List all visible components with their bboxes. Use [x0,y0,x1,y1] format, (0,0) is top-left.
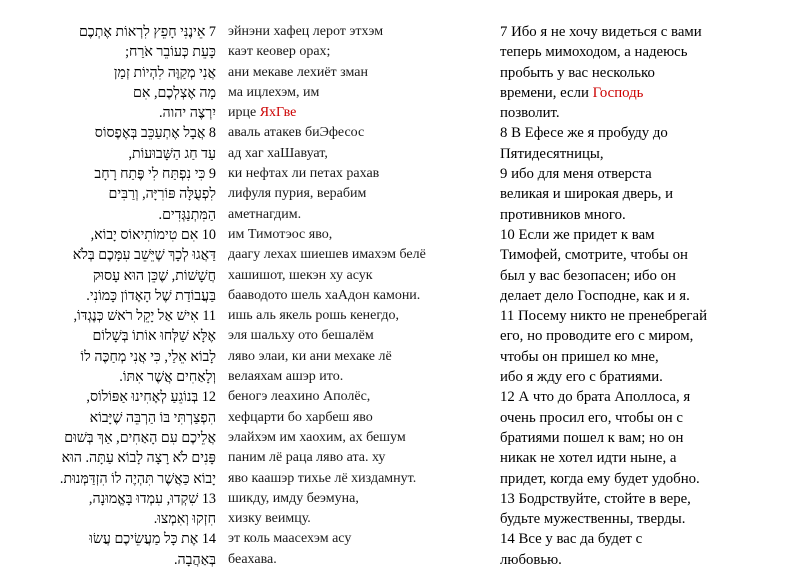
translit-line [228,266,488,286]
hebrew-line-text: 10 אִם טִימוֹתִיאוֹס יָבוֹא, [90,226,216,243]
hebrew-line [40,184,216,204]
translit-line-text: шикду, имду беэмуна, [228,490,359,506]
hebrew-line [40,245,216,265]
russian-line [500,103,790,123]
russian-line [500,184,790,204]
russian-line [500,529,790,549]
translit-line-text: ма ицлехэм, им [228,84,320,100]
translit-line-text: ад хаг хаШавуат, [228,145,328,161]
translit-line [228,347,488,367]
russian-line-text: придет, когда ему будет удобно. [500,470,700,487]
translit-line [228,205,488,225]
translit-line-text: паним лё раца ляво ата. ху [228,450,386,466]
russian-line-text: чтобы он пришел ко мне, [500,348,659,365]
translit-line [228,225,488,245]
russian-line [500,489,790,509]
translit-line [228,245,488,265]
russian-line-text: его, но проводите его с миром, [500,328,694,345]
russian-line [500,42,790,62]
hebrew-line [40,266,216,286]
hebrew-line [40,408,216,428]
translit-line [228,529,488,549]
hebrew-line-text: אֲלֵיכֶם עִם הָאַחִים, אַךְ בְּשׁוּם [64,429,216,446]
translit-line [228,63,488,83]
russian-column [500,22,790,570]
russian-line-text: великая и широкая дверь, и [500,186,674,203]
translit-line-text: аваль атакев биЭфесос [228,125,365,141]
russian-line-text: 13 Бодрствуйте, стойте в вере, [500,490,691,507]
russian-line-text: 11 Посему никто не пренебрегай [500,308,707,325]
russian-line-text: 7 Ибо я не хочу видеться с вами [500,24,702,40]
hebrew-line [40,347,216,367]
russian-line [500,225,790,245]
translit-line [228,144,488,164]
translit-line-text: ки нефтах ли петах рахав [228,166,380,182]
hebrew-line [40,550,216,570]
translit-line [228,103,488,123]
translit-line [228,428,488,448]
russian-line-text: очень просил его, чтобы он с [500,409,683,426]
russian-line-text: позволит. [500,105,560,122]
russian-line-text: ибо я жду его с братиями. [500,369,663,386]
hebrew-line [40,387,216,407]
hebrew-line-text: דַּאֲגוּ לְכָךְ שֶׁיֵּשֵׁב עִמָּכֶם בְּלֹא [72,247,216,264]
hebrew-line-text: 7 אֵינֶנִּי חָפֵץ לִרְאוֹת אֶתְכֶם [78,24,216,40]
russian-line [500,266,790,286]
hebrew-line [40,164,216,184]
hebrew-line-text: עַד חַג הַשָּׁבוּעוֹת, [128,145,216,162]
russian-line [500,63,790,83]
hebrew-line [40,428,216,448]
hebrew-line-text: בַּעֲבוֹדַת שֶׁל הָאָדוֹן כָּמוֹנִי. [86,287,216,304]
hebrew-line-text: 12 בְּנוֹגֵעַ לְאָחִינוּ אַפּוֹלוֹס, [86,389,216,406]
translit-line-text: даагу лехах шиешев имахэм белё [228,247,426,263]
translit-line-text: яво каашэр тихье лё хиздамнут. [228,470,417,486]
russian-line-text: теперь мимоходом, а надеюсь [500,44,688,61]
russian-line [500,123,790,143]
translit-line-text: лифуля пурия, верабим [228,186,367,202]
hebrew-line-text: יִרְצֶה יהוה. [158,105,216,122]
russian-line-text: 9 ибо для меня отверста [500,166,652,183]
translit-line-text: хашишот, шекэн ху асук [228,267,373,283]
russian-line-text: 14 Все у вас да будет с [500,531,643,548]
russian-line-text: Тимофей, смотрите, чтобы он [500,247,688,264]
translit-line [228,83,488,103]
russian-line [500,205,790,225]
translit-line-text: им Тимотэос яво, [228,226,333,242]
hebrew-line-text: 11 אִישׁ אַל יָקֵל רֹאשׁ כְּנֶגְדּוֹ, [73,308,216,325]
divine-name: ЯхГве [259,105,297,121]
hebrew-line [40,367,216,387]
hebrew-line [40,225,216,245]
translit-line [228,286,488,306]
translit-line-text: ани мекаве лехиёт зман [228,64,368,80]
translit-line [228,164,488,184]
hebrew-line-text: 14 אֶת כָּל מַעֲשֵׂיכֶם עֲשׂוּ [89,531,216,548]
russian-line [500,469,790,489]
hebrew-line [40,306,216,326]
russian-line [500,428,790,448]
translit-line-text: ирце [228,105,260,121]
russian-line [500,22,790,42]
russian-line [500,326,790,346]
hebrew-line [40,22,216,42]
hebrew-line [40,529,216,549]
russian-line [500,448,790,468]
hebrew-line-text: לִפְעֻלָּה פּוֹרִיָּה, וְרַבִּים [108,186,216,203]
translit-line-text: эт коль маасехэм асу [228,531,352,547]
russian-line-text: Пятидесятницы, [500,145,604,162]
hebrew-line-text: אֲנִי מְקַוֶּה לִהְיוֹת זְמַן [113,64,216,81]
hebrew-line [40,326,216,346]
hebrew-line-text: יָבוֹא כַּאֲשֶׁר תִּהְיֶה לוֹ הִזְדַּמְּנוּת. [59,470,216,487]
translit-line-text: беахава. [228,551,277,567]
translit-line-text: эйнэни хафец лерот этхэм [228,24,384,39]
hebrew-line [40,448,216,468]
translit-line [228,509,488,529]
translit-line [228,387,488,407]
russian-line [500,347,790,367]
translit-line-text: беногэ леахино Аполёс, [228,389,371,405]
translit-line-text: хизку веимцу. [228,511,311,527]
hebrew-line-text: כָּעֵת כְּעוֹבֵר אֹרַח; [125,44,216,61]
hebrew-line [40,144,216,164]
transliteration-column [228,22,488,570]
translit-line [228,42,488,62]
translit-line [228,306,488,326]
russian-line-text: времени, если [500,84,593,101]
hebrew-line-text: הַמִּתְנַגְּדִים. [158,206,216,223]
hebrew-line-text: חִזְקוּ וְאִמְצוּ. [153,511,216,528]
hebrew-line-text: לָבוֹא אֵלַי, כִּי אֲנִי מְחַכֶּה לוֹ [80,348,216,365]
russian-line [500,83,790,103]
translit-line-text: эля шальху ото бешалём [228,328,374,344]
translit-line [228,184,488,204]
russian-line [500,550,790,570]
russian-line [500,164,790,184]
russian-line-text: 12 А что до брата Аполлоса, я [500,389,691,406]
hebrew-line [40,509,216,529]
russian-line-text: был у вас безопасен; ибо он [500,267,676,284]
russian-line [500,245,790,265]
translit-line [228,469,488,489]
russian-line [500,367,790,387]
russian-line-text: пробыть у вас несколько [500,64,655,81]
translit-line [228,489,488,509]
divine-name: Господь [592,84,644,101]
translit-line-text: велаяхам ашэр ито. [228,369,344,385]
translit-line [228,123,488,143]
hebrew-line [40,123,216,143]
translit-line-text: элайхэм им хаохим, ах бешум [228,429,406,445]
russian-line-text: будьте мужественны, тверды. [500,511,686,528]
hebrew-line [40,469,216,489]
hebrew-line-text: 8 אֲבָל אֶתְעַכֵּב בְּאֶפֶסוֹס [94,125,216,142]
translit-line [228,448,488,468]
translit-line-text: каэт кеовер орах; [228,44,331,60]
translit-line-text: ляво элаи, ки ани мехаке лё [228,348,392,364]
translit-line-text: бааводото шель хаАдон камони. [228,287,421,303]
translit-line [228,550,488,570]
hebrew-line-text: מָה אֶצְלְכֶם, אִם [133,84,216,101]
russian-line-text: любовью. [500,551,562,568]
russian-line [500,408,790,428]
translit-line [228,367,488,387]
hebrew-line-text: 9 כִּי נִפְתַּח לִי פֶּתַח רָחָב [94,166,216,183]
translit-line-text: ишь аль якель рошь кенегдо, [228,308,400,324]
russian-line [500,286,790,306]
hebrew-line [40,42,216,62]
translit-line [228,408,488,428]
hebrew-line-text: פָּנִים לֹא רָצָה לָבוֹא עַתָּה. הוּא [61,450,216,467]
russian-line-text: делает дело Господне, как и я. [500,287,690,304]
hebrew-line-text: אֶלָּא שַׁלְּחוּ אוֹתוֹ בְּשָׁלוֹם [92,328,216,345]
hebrew-line-text: הִפְצַרְתִּי בּוֹ הַרְבֵּה שֶׁיָּבוֹא [89,409,216,426]
translit-line-text: хефцарти бо харбеш яво [228,409,373,425]
russian-line [500,387,790,407]
hebrew-line-text: בְּאַהֲבָה. [173,551,216,568]
russian-line-text: противников много. [500,206,626,223]
translit-line-text: аметнагдим. [228,206,302,222]
russian-line-text: 10 Если же придет к вам [500,226,655,243]
hebrew-line-text: וְלָאַחִים אֲשֶׁר אִתּוֹ. [119,369,216,386]
hebrew-line [40,286,216,306]
russian-line [500,509,790,529]
hebrew-line [40,205,216,225]
hebrew-column [40,22,216,570]
hebrew-line [40,489,216,509]
russian-line-text: никак не хотел идти ныне, а [500,450,677,467]
translit-line [228,326,488,346]
translit-line [228,22,488,42]
hebrew-line-text: 13 שִׁקְדוּ, עִמְדוּ בָּאֱמוּנָה, [88,490,216,507]
russian-line [500,306,790,326]
russian-line-text: 8 В Ефесе же я пробуду до [500,125,668,142]
russian-line [500,144,790,164]
hebrew-line [40,83,216,103]
hebrew-line [40,63,216,83]
russian-line-text: братиями пошел к вам; но он [500,429,684,446]
hebrew-line [40,103,216,123]
hebrew-line-text: חֲשָׁשׁוֹת, שֶׁכֵּן הוּא עָסוּק [92,267,216,284]
